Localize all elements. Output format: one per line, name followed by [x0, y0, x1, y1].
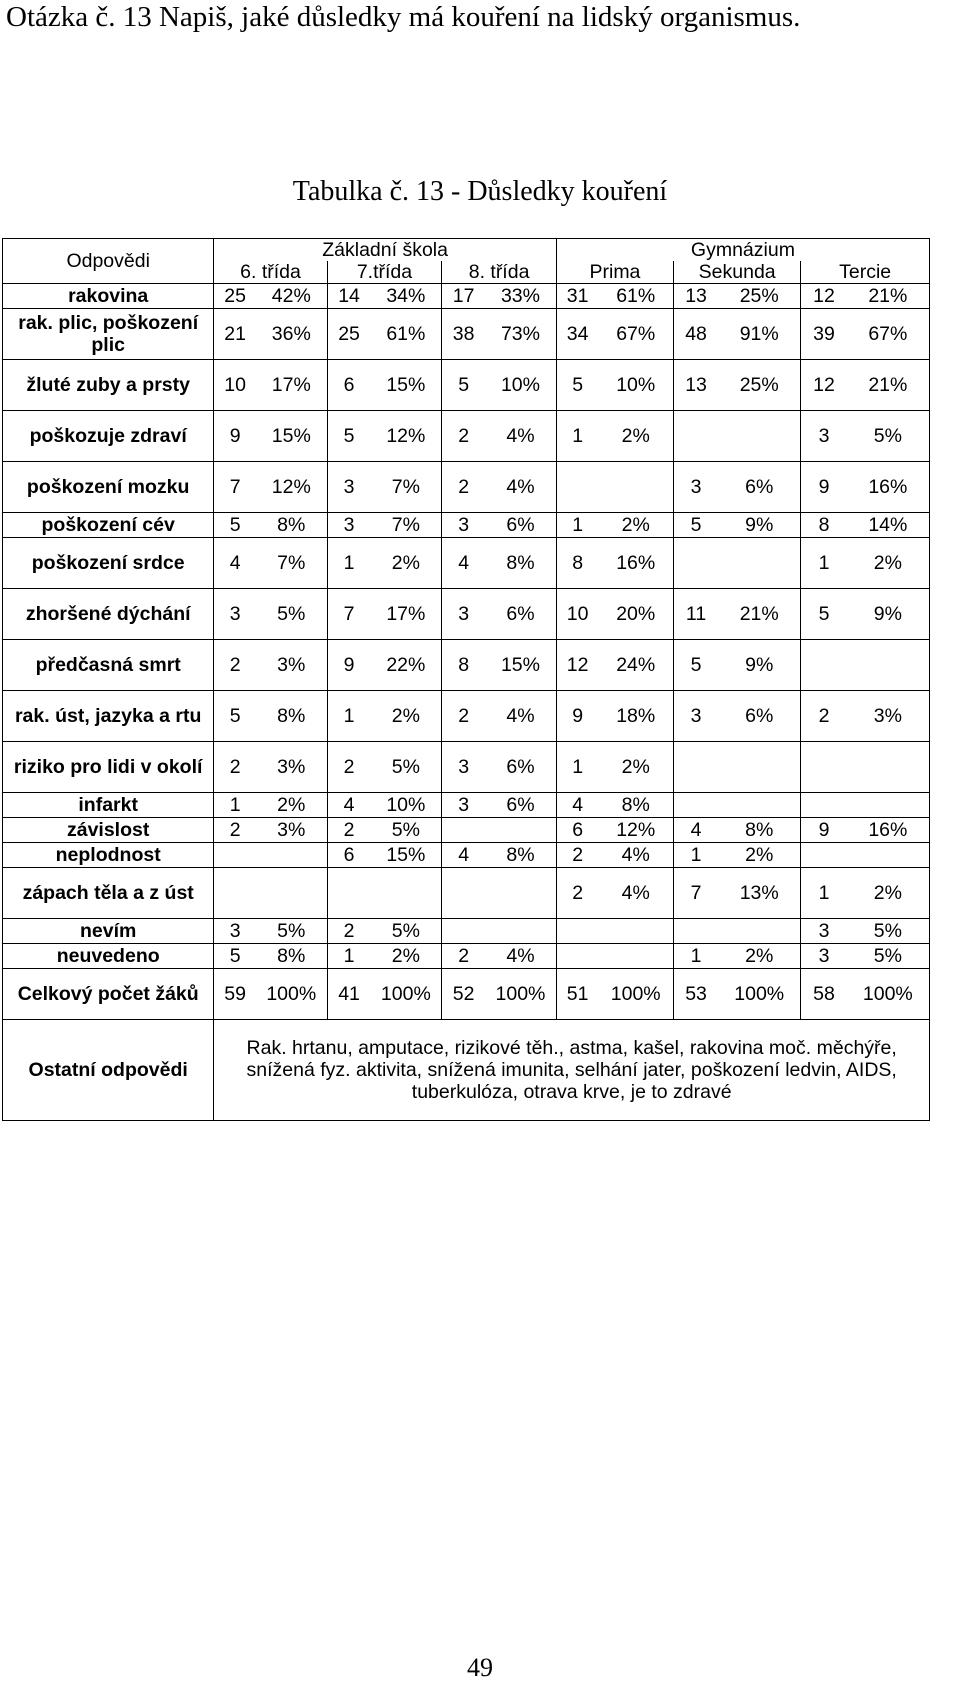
table-row [3, 284, 930, 309]
consequences-table [2, 238, 930, 1121]
count-cell: 1 [327, 944, 370, 969]
percent-cell: 5% [370, 919, 441, 944]
percent-cell: 2% [370, 691, 441, 742]
percent-cell: 17% [256, 360, 327, 411]
class-header: 8. třída [442, 261, 557, 284]
percent-cell: 3% [256, 640, 327, 691]
count-cell: 1 [556, 411, 598, 462]
count-cell: 9 [327, 640, 370, 691]
percent-cell: 15% [370, 843, 441, 868]
percent-cell: 5% [847, 944, 930, 969]
count-cell: 2 [556, 843, 598, 868]
count-cell: 13 [674, 360, 719, 411]
count-cell: 2 [801, 691, 847, 742]
count-cell: 53 [674, 969, 719, 1020]
percent-cell [485, 818, 556, 843]
percent-cell [485, 919, 556, 944]
percent-cell: 4% [485, 462, 556, 513]
row-label: předčasná smrt [3, 640, 214, 691]
table-row [3, 793, 930, 818]
count-cell: 5 [214, 691, 256, 742]
percent-cell: 4% [485, 944, 556, 969]
count-cell: 3 [801, 919, 847, 944]
percent-cell [847, 742, 930, 793]
class-header: 6. třída [214, 261, 327, 284]
table-row [3, 462, 930, 513]
count-cell: 1 [674, 843, 719, 868]
row-label: rak. plic, poškození plic [3, 309, 214, 360]
percent-cell: 100% [718, 969, 801, 1020]
count-cell: 10 [556, 589, 598, 640]
count-cell: 3 [327, 513, 370, 538]
table-row [3, 309, 930, 360]
count-cell [442, 919, 485, 944]
row-label: riziko pro lidi v okolí [3, 742, 214, 793]
count-cell [674, 411, 719, 462]
count-cell: 6 [327, 843, 370, 868]
percent-cell: 4% [485, 691, 556, 742]
count-cell: 3 [214, 589, 256, 640]
count-cell: 5 [674, 640, 719, 691]
percent-cell: 3% [256, 742, 327, 793]
count-cell: 3 [327, 462, 370, 513]
percent-cell: 9% [847, 589, 930, 640]
percent-cell [718, 793, 801, 818]
count-cell [556, 944, 598, 969]
header-row-groups [3, 239, 930, 262]
count-cell: 3 [674, 691, 719, 742]
table-row [3, 513, 930, 538]
count-cell: 2 [327, 818, 370, 843]
percent-cell: 100% [847, 969, 930, 1020]
percent-cell: 21% [718, 589, 801, 640]
percent-cell: 5% [256, 589, 327, 640]
count-cell: 3 [442, 742, 485, 793]
percent-cell: 61% [370, 309, 441, 360]
count-cell: 59 [214, 969, 256, 1020]
count-cell: 2 [214, 640, 256, 691]
percent-cell: 8% [598, 793, 673, 818]
percent-cell: 21% [847, 360, 930, 411]
count-cell: 5 [674, 513, 719, 538]
count-cell: 14 [327, 284, 370, 309]
percent-cell: 73% [485, 309, 556, 360]
count-cell: 3 [801, 944, 847, 969]
count-cell: 9 [556, 691, 598, 742]
count-cell: 52 [442, 969, 485, 1020]
row-label: nevím [3, 919, 214, 944]
count-cell: 11 [674, 589, 719, 640]
percent-cell: 33% [485, 284, 556, 309]
count-cell: 17 [442, 284, 485, 309]
count-cell [442, 868, 485, 919]
count-cell: 2 [442, 462, 485, 513]
percent-cell: 4% [485, 411, 556, 462]
other-answers-section [3, 1020, 930, 1121]
count-cell: 6 [327, 360, 370, 411]
count-cell: 4 [674, 818, 719, 843]
count-cell [556, 919, 598, 944]
count-cell [801, 640, 847, 691]
percent-cell: 4% [598, 868, 673, 919]
percent-cell: 6% [485, 513, 556, 538]
row-label: poškozuje zdraví [3, 411, 214, 462]
percent-cell: 16% [598, 538, 673, 589]
count-cell: 3 [442, 793, 485, 818]
row-label: poškození mozku [3, 462, 214, 513]
count-cell: 5 [442, 360, 485, 411]
count-cell: 4 [214, 538, 256, 589]
percent-cell: 14% [847, 513, 930, 538]
count-cell: 38 [442, 309, 485, 360]
question-heading: Otázka č. 13 Napiš, jaké důsledky má kouření na lidský organismus. [6, 1, 801, 33]
percent-cell: 2% [847, 538, 930, 589]
count-cell: 5 [327, 411, 370, 462]
percent-cell: 15% [256, 411, 327, 462]
row-label: poškození srdce [3, 538, 214, 589]
percent-cell: 2% [598, 411, 673, 462]
percent-cell: 21% [847, 284, 930, 309]
count-cell: 1 [801, 868, 847, 919]
count-cell: 7 [327, 589, 370, 640]
row-label: rakovina [3, 284, 214, 309]
percent-cell: 10% [598, 360, 673, 411]
percent-cell: 17% [370, 589, 441, 640]
percent-cell [370, 868, 441, 919]
count-cell [327, 868, 370, 919]
class-header: Tercie [801, 261, 930, 284]
count-cell: 25 [327, 309, 370, 360]
count-cell: 4 [556, 793, 598, 818]
percent-cell [256, 843, 327, 868]
percent-cell: 5% [256, 919, 327, 944]
count-cell: 2 [442, 411, 485, 462]
percent-cell [847, 843, 930, 868]
table-row [3, 919, 930, 944]
percent-cell: 6% [485, 589, 556, 640]
percent-cell [485, 868, 556, 919]
percent-cell: 5% [370, 742, 441, 793]
class-header: Prima [556, 261, 673, 284]
table-body [3, 284, 930, 1020]
percent-cell: 8% [256, 944, 327, 969]
percent-cell: 10% [485, 360, 556, 411]
percent-cell: 6% [485, 742, 556, 793]
percent-cell: 2% [718, 843, 801, 868]
count-cell: 25 [214, 284, 256, 309]
count-cell [674, 793, 719, 818]
count-cell: 1 [327, 538, 370, 589]
count-cell: 10 [214, 360, 256, 411]
row-label: Celkový počet žáků [3, 969, 214, 1020]
percent-cell [847, 640, 930, 691]
row-label: závislost [3, 818, 214, 843]
table-caption: Tabulka č. 13 - Důsledky kouření [292, 176, 668, 207]
count-cell: 13 [674, 284, 719, 309]
count-cell: 3 [442, 513, 485, 538]
count-cell [556, 462, 598, 513]
percent-cell: 8% [256, 691, 327, 742]
percent-cell: 8% [485, 843, 556, 868]
row-label: poškození cév [3, 513, 214, 538]
count-cell: 9 [801, 818, 847, 843]
percent-cell: 22% [370, 640, 441, 691]
group-gymnazium: Gymnázium [556, 239, 929, 262]
count-cell [674, 919, 719, 944]
row-label: infarkt [3, 793, 214, 818]
percent-cell: 100% [370, 969, 441, 1020]
count-cell: 4 [327, 793, 370, 818]
count-cell: 7 [214, 462, 256, 513]
count-cell: 4 [442, 538, 485, 589]
percent-cell: 2% [598, 513, 673, 538]
percent-cell: 6% [718, 462, 801, 513]
percent-cell: 5% [370, 818, 441, 843]
count-cell: 4 [442, 843, 485, 868]
count-cell: 1 [214, 793, 256, 818]
percent-cell: 12% [598, 818, 673, 843]
count-cell: 31 [556, 284, 598, 309]
count-cell: 5 [801, 589, 847, 640]
percent-cell: 7% [256, 538, 327, 589]
count-cell: 8 [801, 513, 847, 538]
count-cell: 2 [442, 691, 485, 742]
count-cell: 5 [214, 944, 256, 969]
percent-cell: 4% [598, 843, 673, 868]
percent-cell [256, 868, 327, 919]
percent-cell: 2% [256, 793, 327, 818]
percent-cell [598, 919, 673, 944]
count-cell: 12 [801, 284, 847, 309]
page-number: 49 [467, 1653, 493, 1682]
percent-cell: 100% [598, 969, 673, 1020]
table-row [3, 640, 930, 691]
percent-cell [598, 462, 673, 513]
count-cell: 1 [801, 538, 847, 589]
table-row [3, 411, 930, 462]
percent-cell: 2% [370, 538, 441, 589]
count-cell: 1 [674, 944, 719, 969]
table-row [3, 691, 930, 742]
count-cell: 58 [801, 969, 847, 1020]
count-cell: 1 [327, 691, 370, 742]
class-header: Sekunda [674, 261, 801, 284]
percent-cell: 8% [485, 538, 556, 589]
count-cell: 2 [442, 944, 485, 969]
percent-cell [718, 742, 801, 793]
count-cell [801, 742, 847, 793]
table-row [3, 538, 930, 589]
table-row [3, 818, 930, 843]
count-cell: 12 [801, 360, 847, 411]
count-cell: 51 [556, 969, 598, 1020]
count-cell [214, 868, 256, 919]
percent-cell: 6% [718, 691, 801, 742]
percent-cell [718, 919, 801, 944]
table-row [3, 742, 930, 793]
count-cell [214, 843, 256, 868]
percent-cell [598, 944, 673, 969]
table-header [3, 239, 930, 284]
count-cell: 3 [801, 411, 847, 462]
table-row [3, 944, 930, 969]
group-zakladni-skola: Základní škola [214, 239, 557, 262]
count-cell: 9 [801, 462, 847, 513]
percent-cell: 24% [598, 640, 673, 691]
percent-cell: 5% [847, 919, 930, 944]
class-header: 7.třída [327, 261, 442, 284]
percent-cell: 61% [598, 284, 673, 309]
count-cell: 2 [214, 742, 256, 793]
count-cell: 8 [442, 640, 485, 691]
percent-cell: 18% [598, 691, 673, 742]
row-label: rak. úst, jazyka a rtu [3, 691, 214, 742]
count-cell: 2 [556, 868, 598, 919]
percent-cell [847, 793, 930, 818]
percent-cell: 5% [847, 411, 930, 462]
percent-cell: 12% [370, 411, 441, 462]
percent-cell: 16% [847, 462, 930, 513]
percent-cell: 3% [256, 818, 327, 843]
percent-cell: 9% [718, 513, 801, 538]
percent-cell: 34% [370, 284, 441, 309]
count-cell [674, 538, 719, 589]
percent-cell: 13% [718, 868, 801, 919]
count-cell: 12 [556, 640, 598, 691]
count-cell [674, 742, 719, 793]
percent-cell: 25% [718, 360, 801, 411]
other-answers-row [3, 1020, 930, 1121]
corner-label: Odpovědi [3, 239, 214, 284]
percent-cell: 36% [256, 309, 327, 360]
count-cell: 6 [556, 818, 598, 843]
count-cell: 3 [674, 462, 719, 513]
count-cell: 48 [674, 309, 719, 360]
table-row [3, 360, 930, 411]
percent-cell: 2% [718, 944, 801, 969]
count-cell: 5 [214, 513, 256, 538]
table-row [3, 843, 930, 868]
percent-cell: 42% [256, 284, 327, 309]
count-cell: 5 [556, 360, 598, 411]
percent-cell: 8% [718, 818, 801, 843]
percent-cell: 67% [847, 309, 930, 360]
count-cell [801, 843, 847, 868]
other-answers-text: Rak. hrtanu, amputace, rizikové těh., astma, kašel, rakovina moč. měchýře, snížená fyz. aktivita, snížená imunita, selhání jater, poškození ledvin, AIDS, tuberkulóza, otrava krve, je to zdravé [214, 1020, 930, 1121]
count-cell: 2 [214, 818, 256, 843]
count-cell: 3 [214, 919, 256, 944]
count-cell: 34 [556, 309, 598, 360]
percent-cell: 3% [847, 691, 930, 742]
count-cell [801, 793, 847, 818]
count-cell: 2 [327, 742, 370, 793]
percent-cell: 16% [847, 818, 930, 843]
percent-cell: 12% [256, 462, 327, 513]
count-cell: 2 [327, 919, 370, 944]
percent-cell: 7% [370, 513, 441, 538]
percent-cell: 20% [598, 589, 673, 640]
count-cell [442, 818, 485, 843]
count-cell: 1 [556, 513, 598, 538]
row-label: neplodnost [3, 843, 214, 868]
percent-cell: 100% [485, 969, 556, 1020]
row-label: žluté zuby a prsty [3, 360, 214, 411]
count-cell: 39 [801, 309, 847, 360]
percent-cell: 2% [370, 944, 441, 969]
count-cell: 9 [214, 411, 256, 462]
table-row [3, 868, 930, 919]
count-cell: 1 [556, 742, 598, 793]
row-label: zhoršené dýchání [3, 589, 214, 640]
row-label: neuvedeno [3, 944, 214, 969]
count-cell: 3 [442, 589, 485, 640]
percent-cell: 100% [256, 969, 327, 1020]
table-row [3, 969, 930, 1020]
percent-cell [718, 538, 801, 589]
percent-cell: 25% [718, 284, 801, 309]
count-cell: 7 [674, 868, 719, 919]
percent-cell: 15% [485, 640, 556, 691]
percent-cell: 2% [598, 742, 673, 793]
percent-cell: 10% [370, 793, 441, 818]
other-answers-label: Ostatní odpovědi [3, 1020, 214, 1121]
table-row [3, 589, 930, 640]
percent-cell: 67% [598, 309, 673, 360]
percent-cell: 7% [370, 462, 441, 513]
percent-cell: 91% [718, 309, 801, 360]
percent-cell: 9% [718, 640, 801, 691]
percent-cell: 2% [847, 868, 930, 919]
count-cell: 41 [327, 969, 370, 1020]
percent-cell: 8% [256, 513, 327, 538]
row-label: zápach těla a z úst [3, 868, 214, 919]
count-cell: 21 [214, 309, 256, 360]
percent-cell: 15% [370, 360, 441, 411]
percent-cell [718, 411, 801, 462]
count-cell: 8 [556, 538, 598, 589]
percent-cell: 6% [485, 793, 556, 818]
